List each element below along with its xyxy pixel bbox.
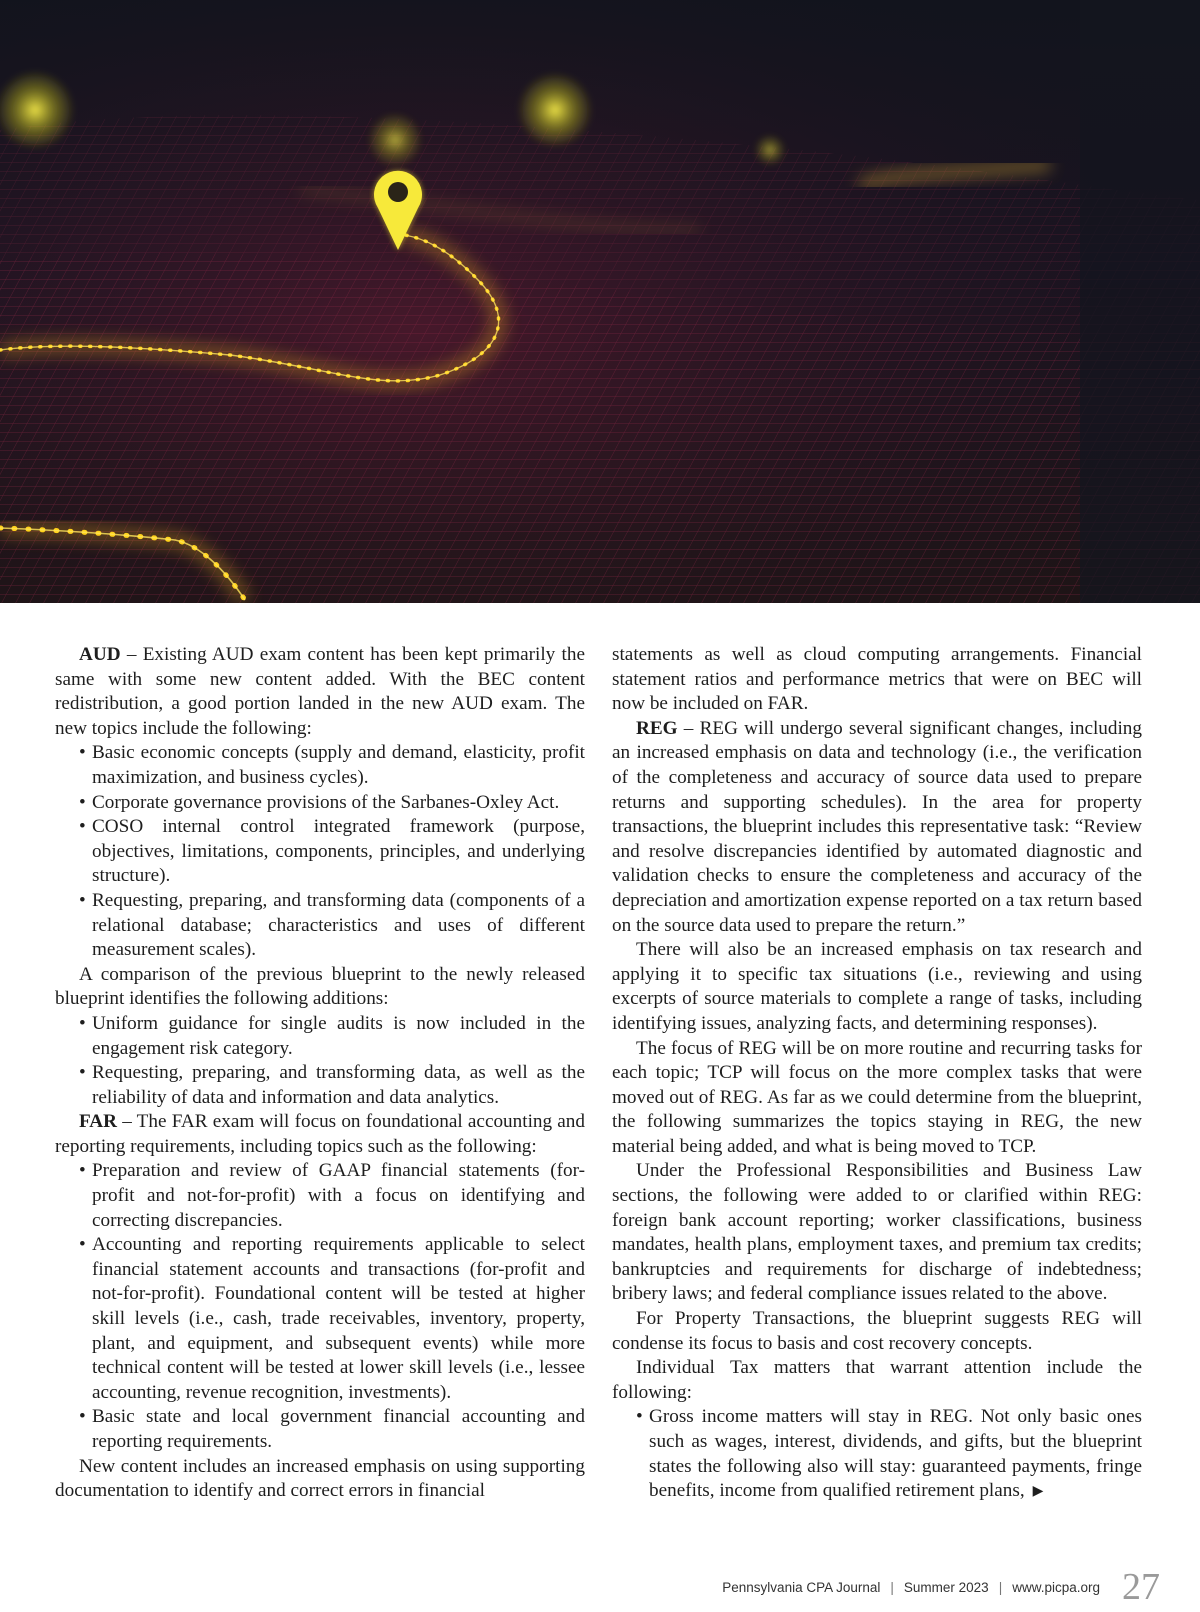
reg-heading: REG xyxy=(636,717,678,739)
far-topic-list xyxy=(55,1159,585,1454)
aud-heading: AUD xyxy=(79,644,121,665)
aud-paragraph: AUD – Existing AUD exam content has been kept primarily the same with some new content added. With the BEC content redistribution, a good portion landed in the new AUD exam. The new topics include the following: xyxy=(55,644,585,739)
far-paragraph: FAR – The FAR exam will focus on foundational accounting and reporting requirements, including topics such as the following: xyxy=(55,1111,585,1157)
list-item: • Basic economic concepts (supply and demand, elasticity, profit maximization, and business cycles). xyxy=(55,741,585,790)
individual-tax-list xyxy=(612,1405,1142,1504)
continue-arrow-icon: ▶ xyxy=(1032,1484,1044,1500)
page-footer xyxy=(722,1562,1160,1612)
list-item: • Accounting and reporting requirements applicable to select financial statement accounts and transactions (for-profit and not-for-profit). Foundational content will be tested at higher skill levels (i.e., cash, trade receivables, inventory, property, plant, and equipment, and subsequent events) while more technical content will be tested at lower skill levels (i.e., lessee accounting, revenue recognition, investments). xyxy=(55,1233,585,1405)
far-heading: FAR xyxy=(79,1111,118,1133)
list-item: • Corporate governance provisions of the Sarbanes-Oxley Act. xyxy=(55,791,585,816)
comparison-paragraph: A comparison of the previous blueprint to the newly released blueprint identifies the following additions: xyxy=(55,963,585,1010)
reg-paragraph: REG – REG will undergo several significant changes, including an increased emphasis on data and technology (i.e., the verification of the completeness and accuracy of source data used to prepare returns and supporting schedules). In the area for property transactions, the blueprint includes this representative task: “Review and resolve discrepancies identified by automated diagnostic and validation checks to ensure the completeness and accuracy of the depreciation and amortization expense reported on a tax return based on the source data used to prepare the return.” xyxy=(612,717,1142,936)
footer-separator: | xyxy=(998,1579,1003,1595)
hero-image xyxy=(0,0,1200,603)
right-column xyxy=(612,643,1142,1505)
professional-responsibilities-paragraph: Under the Professional Responsibilities and Business Law sections, the following were added to or clarified within REG: foreign bank account reporting; worker classifications, business mandates, health plans, employment taxes, and premium tax credits; bankruptcies and requirements for discharge of indebtedness; bribery laws; and federal compliance issues related to the above. xyxy=(612,1160,1142,1305)
individual-tax-paragraph: Individual Tax matters that warrant attention include the following: xyxy=(612,1357,1142,1403)
aud-topic-list xyxy=(55,741,585,962)
issue-date: Summer 2023 xyxy=(903,1579,989,1595)
journal-name: Pennsylvania CPA Journal xyxy=(722,1579,881,1595)
website-link[interactable]: www.picpa.org xyxy=(1012,1579,1100,1595)
list-item: • Preparation and review of GAAP financial statements (for-profit and not-for-profit) with a focus on identifying and correcting discrepancies. xyxy=(55,1159,585,1233)
list-item: • COSO internal control integrated framework (purpose, objectives, limitations, components, principles, and underlying structure). xyxy=(55,815,585,889)
new-content-paragraph: New content includes an increased emphasis on using supporting documentation to identify and correct errors in financial xyxy=(55,1455,585,1502)
list-item: • Requesting, preparing, and transforming data (components of a relational database; characteristics and uses of different measurement scales). xyxy=(55,889,585,963)
tax-research-paragraph: There will also be an increased emphasis on tax research and applying it to specific tax situations (i.e., reviewing and using excerpts of source materials to complete a range of tasks, including identifying issues, analyzing facts, and determining responses). xyxy=(612,939,1142,1034)
list-item: • Uniform guidance for single audits is now included in the engagement risk category. xyxy=(55,1012,585,1061)
footer-separator: | xyxy=(890,1579,894,1595)
map-pin-path-icon xyxy=(0,0,1200,603)
list-item: • Requesting, preparing, and transforming data, as well as the reliability of data and information and data analytics. xyxy=(55,1061,585,1110)
far-continuation-paragraph: statements as well as cloud computing arrangements. Financial statement ratios and performance metrics that were on BEC will now be included on FAR. xyxy=(612,644,1142,715)
list-item: • Gross income matters will stay in REG. Not only basic ones such as wages, interest, dividends, and gifts, but the blueprint states the following also will stay: guaranteed payments, fringe benefits, income from qualified retirement plans, ▶ xyxy=(612,1405,1142,1504)
list-item: • Basic state and local government financial accounting and reporting requirements. xyxy=(55,1405,585,1454)
property-transactions-paragraph: For Property Transactions, the blueprint suggests REG will condense its focus to basis and cost recovery concepts. xyxy=(612,1308,1142,1354)
page-number: 27 xyxy=(1122,1566,1160,1608)
left-column xyxy=(55,643,585,1504)
additions-list xyxy=(55,1012,585,1110)
reg-focus-paragraph: The focus of REG will be on more routine and recurring tasks for each topic; TCP will focus on the more complex tasks that were moved out of REG. As far as we could determine from the blueprint, the following summarizes the topics staying in REG, the new material being added, and what is being moved to TCP. xyxy=(612,1037,1142,1157)
